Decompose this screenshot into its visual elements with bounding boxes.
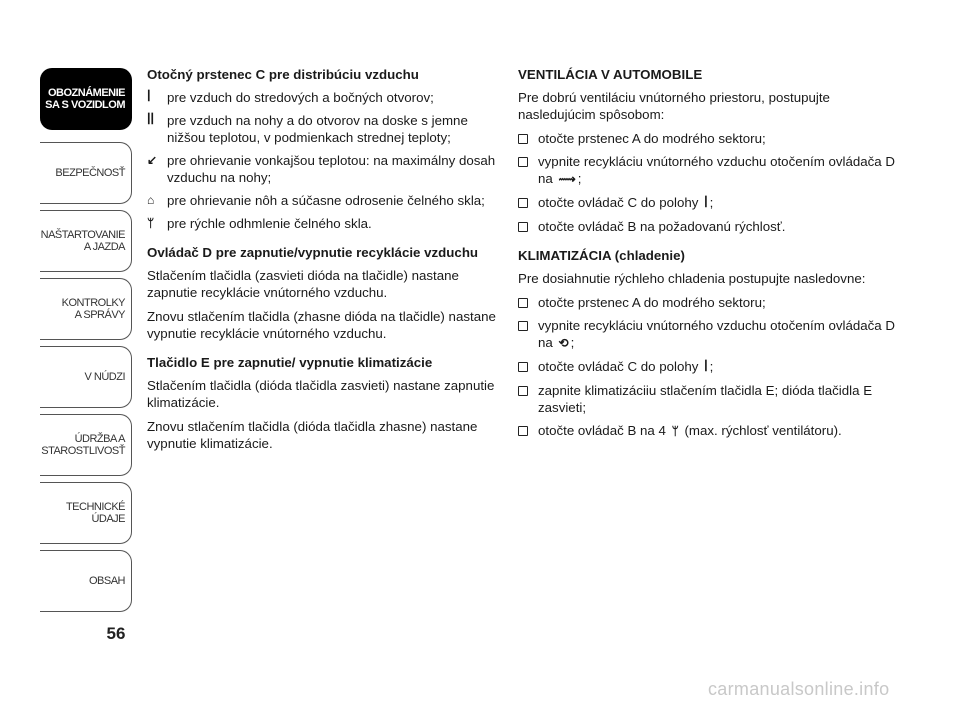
paragraph: Pre dobrú ventiláciu vnútorného priestoru, postupujte nasledujúcim spôsobom: xyxy=(518,90,830,122)
tab-label-line1: TECHNICKÉ xyxy=(65,501,125,513)
list-item-text: otočte prstenec A do modrého sektoru; xyxy=(538,131,766,146)
tab-label-line1: OBSAH xyxy=(88,575,125,587)
checkbox-bullet-icon xyxy=(518,134,528,144)
list-item-text: pre vzduch do stredových a bočných otvorov; xyxy=(167,90,434,105)
list-item xyxy=(518,153,898,188)
list-item-text: pre rýchle odhmlenie čelného skla. xyxy=(167,216,372,231)
list-item xyxy=(518,317,898,352)
face-feet-vent-icon: ꟾꟾ xyxy=(147,113,155,127)
paragraph: Stlačením tlačidla (dióda tlačidla zasvieti) nastane zapnutie klimatizácie. xyxy=(147,378,495,410)
text-part: ; xyxy=(570,335,575,350)
left-column xyxy=(147,66,499,459)
list-item-text: pre vzduch na nohy a do otvorov na doske s jemne nižšou teplotou, v podmienkach strednej teploty; xyxy=(167,113,468,145)
right-column xyxy=(518,66,898,446)
list-item xyxy=(518,422,898,440)
recirculation-icon: ⟲ xyxy=(558,336,569,350)
feet-windscreen-vent-icon: ⌂ xyxy=(147,193,155,207)
list-item xyxy=(518,130,898,147)
tab-label-line1: ÚDRŽBA A xyxy=(74,433,125,445)
tab-label-line2: ÚDAJE xyxy=(91,513,125,525)
list-item xyxy=(518,294,898,311)
list-item xyxy=(518,218,898,235)
paragraph: Stlačením tlačidla (zasvieti dióda na tlačidle) nastane zapnutie recyklácie vnútorného vzduchu. xyxy=(147,268,459,300)
list-item xyxy=(518,382,898,416)
tab-label-line1: OBOZNÁMENIE xyxy=(48,87,125,99)
tab-label-line2: SA S VOZIDLOM xyxy=(45,99,125,111)
section-heading-ac-button: Tlačidlo E pre zapnutie/ vypnutie klimatizácie xyxy=(147,355,433,370)
windscreen-defrost-icon: ᛘ xyxy=(147,216,155,230)
fan-speed-icon: ᛘ xyxy=(671,424,679,438)
list-item xyxy=(147,192,499,209)
text-part: otočte ovládač C do polohy xyxy=(538,195,699,210)
section-heading-distribution: Otočný prstenec C pre distribúciu vzduchu xyxy=(147,67,419,82)
list-item-text xyxy=(538,194,898,212)
fresh-air-icon: ⟿ xyxy=(558,172,576,186)
tab-label-line1: BEZPEČNOSŤ xyxy=(55,167,125,179)
tab-obsah[interactable] xyxy=(40,550,132,612)
tab-label-line1: NAŠTARTOVANIE xyxy=(40,229,125,241)
text-part: ; xyxy=(709,359,714,374)
list-item xyxy=(147,152,499,186)
list-item-text: zapnite klimatizáciiu stlačením tlačidla E; dióda tlačidla E zasvieti; xyxy=(538,383,873,415)
tab-label-line2: A JAZDA xyxy=(83,241,125,253)
page-number: 56 xyxy=(106,624,126,643)
list-item xyxy=(518,358,898,376)
checkbox-bullet-icon xyxy=(518,321,528,331)
checkbox-bullet-icon xyxy=(518,362,528,372)
face-vent-icon: ꟾ xyxy=(147,90,151,104)
text-part: vypnite recykláciu vnútorného vzduchu otočením ovládača D na xyxy=(538,154,895,186)
checkbox-bullet-icon xyxy=(518,198,528,208)
tab-label-line1: KONTROLKY xyxy=(61,297,125,309)
list-item-text: otočte prstenec A do modrého sektoru; xyxy=(538,295,766,310)
tab-udrzba[interactable] xyxy=(40,414,132,476)
section-heading-recirculation: Ovládač D pre zapnutie/vypnutie recyklácie vzduchu xyxy=(147,245,479,260)
tab-v-nudzi[interactable] xyxy=(40,346,132,408)
section-heading-ac: KLIMATIZÁCIA (chladenie) xyxy=(518,248,685,263)
text-part: ; xyxy=(709,195,714,210)
list-item xyxy=(147,89,499,106)
text-part: otočte ovládač C do polohy xyxy=(538,359,699,374)
face-vent-icon: ꟾ xyxy=(704,196,708,210)
tab-nastartovanie[interactable] xyxy=(40,210,132,272)
list-item-text: otočte ovládač B na požadovanú rýchlosť. xyxy=(538,219,786,234)
checkbox-bullet-icon xyxy=(518,386,528,396)
section-heading-ventilation: VENTILÁCIA V AUTOMOBILE xyxy=(518,67,703,82)
list-item xyxy=(518,194,898,212)
list-item-text xyxy=(538,317,898,352)
checkbox-bullet-icon xyxy=(518,222,528,232)
text-part: (max. rýchlosť ventilátoru). xyxy=(684,423,842,438)
tab-oboznamenie[interactable] xyxy=(40,68,132,130)
text-part: otočte ovládač B na 4 xyxy=(538,423,666,438)
checkbox-bullet-icon xyxy=(518,157,528,167)
tab-label-line2: A SPRÁVY xyxy=(74,309,125,321)
paragraph: Znovu stlačením tlačidla (dióda tlačidla zhasne) nastane vypnutie klimatizácie. xyxy=(147,419,478,451)
tab-label-line1: V NÚDZI xyxy=(84,371,125,383)
paragraph: Pre dosiahnutie rýchleho chladenia postupujte nasledovne: xyxy=(518,271,866,286)
checkbox-bullet-icon xyxy=(518,298,528,308)
checkbox-bullet-icon xyxy=(518,426,528,436)
list-item-text: pre ohrievanie vonkajšou teplotou: na maximálny dosah vzduchu na nohy; xyxy=(167,153,496,185)
list-item-text xyxy=(538,358,898,376)
list-item-text xyxy=(538,153,898,188)
watermark: carmanualsonline.info xyxy=(708,679,890,699)
text-part: vypnite recykláciu vnútorného vzduchu otočením ovládača D na xyxy=(538,318,895,350)
feet-vent-icon: ↙ xyxy=(147,153,158,167)
tab-label-line2: STAROSTLIVOSŤ xyxy=(41,445,125,457)
list-item xyxy=(147,215,499,232)
text-part: ; xyxy=(577,171,582,186)
tab-bezpecnost[interactable] xyxy=(40,142,132,204)
tab-kontrolky[interactable] xyxy=(40,278,132,340)
paragraph: Znovu stlačením tlačidla (zhasne dióda na tlačidle) nastane vypnutie recyklácie vnútorného vzduchu. xyxy=(147,309,496,341)
list-item xyxy=(147,112,499,146)
tab-technicke-udaje[interactable] xyxy=(40,482,132,544)
list-item-text: pre ohrievanie nôh a súčasne odrosenie čelného skla; xyxy=(167,193,485,208)
face-vent-icon: ꟾ xyxy=(704,360,708,374)
list-item-text xyxy=(538,422,898,440)
